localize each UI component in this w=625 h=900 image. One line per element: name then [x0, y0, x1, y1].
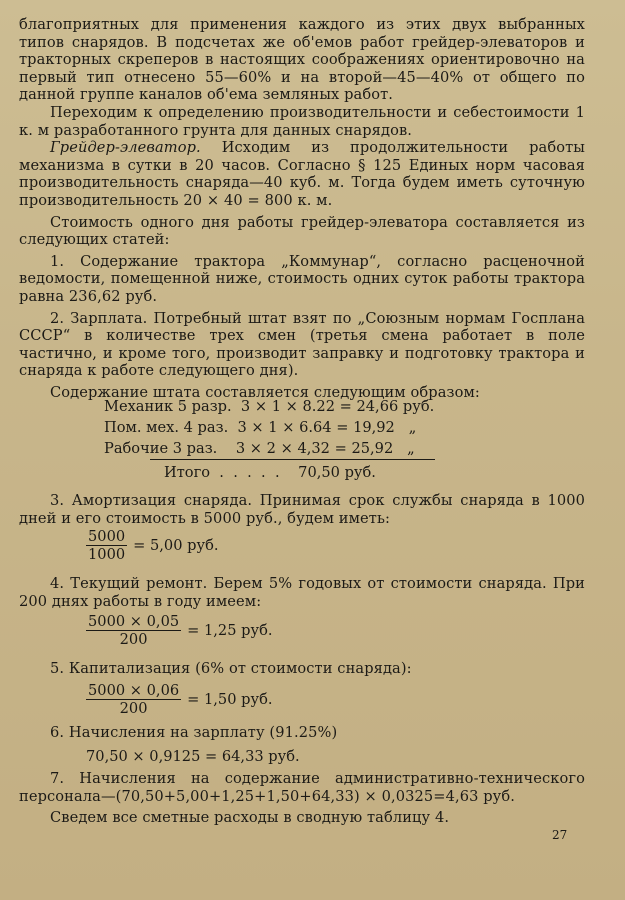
paragraph: 5. Капитализация (6% от стоимости снаряда):	[50, 660, 412, 677]
formula-payroll: 70,50 × 0,9125 = 64,33 руб.	[86, 748, 300, 765]
text-block-repair	[19, 575, 585, 610]
denominator: 1000	[88, 546, 126, 563]
paragraph	[19, 139, 585, 209]
paragraph: Содержание штата составляется следующим образом:	[50, 383, 480, 401]
numerator: 5000 × 0,06	[88, 682, 180, 699]
formula-repair	[86, 613, 273, 648]
section-title: Грейдер-элеватор.	[50, 139, 201, 157]
paragraph: 3. Амортизация снаряда. Принимая срок службы снаряда в 1000 дней и его стоимость в 5000 руб., будем иметь:	[19, 492, 585, 527]
numerator: 5000	[88, 528, 126, 545]
numerator: 5000 × 0,05	[88, 613, 180, 630]
paragraph: Стоимость одного дня работы грейдер-элеватора составляется из следующих статей:	[19, 213, 585, 249]
paragraph: благоприятных для применения каждого из этих двух выбранных типов снарядов. В подсчетах же об'емов работ грейдер-элеваторов и тракторных скреперов в настоящих соображениях ориентировочно на первый тип отнесено 55—60% и на второй—45—40% от общего по данной группе каналов об'ема земляных работ.	[19, 16, 585, 104]
formula-capitalization	[86, 682, 273, 717]
paragraph: 6. Начисления на зарплату (91.25%)	[50, 724, 338, 741]
staff-row-workers: Рабочие 3 раз. 3 × 2 × 4,32 = 25,92 „	[104, 440, 415, 457]
sum-rule	[150, 459, 435, 460]
paragraph: Сведем все сметные расходы в сводную таблицу 4.	[50, 809, 450, 827]
paragraph: 7. Начисления на содержание административно-технического персонала—(70,50+5,00+1,25+1,50+64,33) × 0,0325=4,63 руб.	[19, 770, 585, 805]
denominator: 200	[119, 631, 148, 648]
text-block-bottom	[19, 770, 585, 827]
page-number: 27	[552, 828, 568, 842]
text-block-top	[19, 16, 585, 401]
result: = 1,25 руб.	[187, 622, 273, 639]
denominator: 200	[119, 700, 148, 717]
result: = 1,50 руб.	[187, 691, 273, 708]
result: = 5,00 руб.	[133, 537, 219, 554]
paragraph-text: Исходим из продолжительности работы механизма в сутки в 20 часов. Согласно § 125 Единых норм часовая производительность снаряда—40 куб. м. Тогда будем иметь суточную производительность 20 × 40 = 800 к. м.	[19, 139, 585, 209]
text-block-payroll	[19, 724, 585, 742]
formula-amortization	[86, 528, 219, 563]
paragraph: 4. Текущий ремонт. Берем 5% годовых от стоимости снаряда. При 200 днях работы в году имеем:	[19, 575, 585, 610]
paragraph: 2. Зарплата. Потребный штат взят по „Союзным нормам Госплана СССР“ в количестве трех смен (третья смена работает в поле частично, и кроме того, производит заправку и подготовку трактора и снаряда к работе следующего дня).	[19, 309, 585, 380]
paragraph: 1. Содержание трактора „Коммунар“, согласно расценочной ведомости, помещенной ниже, стоимость одних суток работы трактора равна 236,62 руб.	[19, 252, 585, 305]
staff-row-assistant: Пом. мех. 4 раз. 3 × 1 × 6.64 = 19,92 „	[104, 419, 417, 436]
staff-total: Итого . . . . . 70,50 руб.	[164, 464, 376, 481]
paragraph: Переходим к определению производительности и себестоимости 1 к. м разработанного грунта для данных снарядов.	[19, 103, 585, 139]
text-block-capitalization	[19, 660, 585, 678]
staff-row-mechanic: Механик 5 разр. 3 × 1 × 8.22 = 24,66 руб.	[104, 398, 435, 415]
text-block-amortization	[19, 492, 585, 527]
